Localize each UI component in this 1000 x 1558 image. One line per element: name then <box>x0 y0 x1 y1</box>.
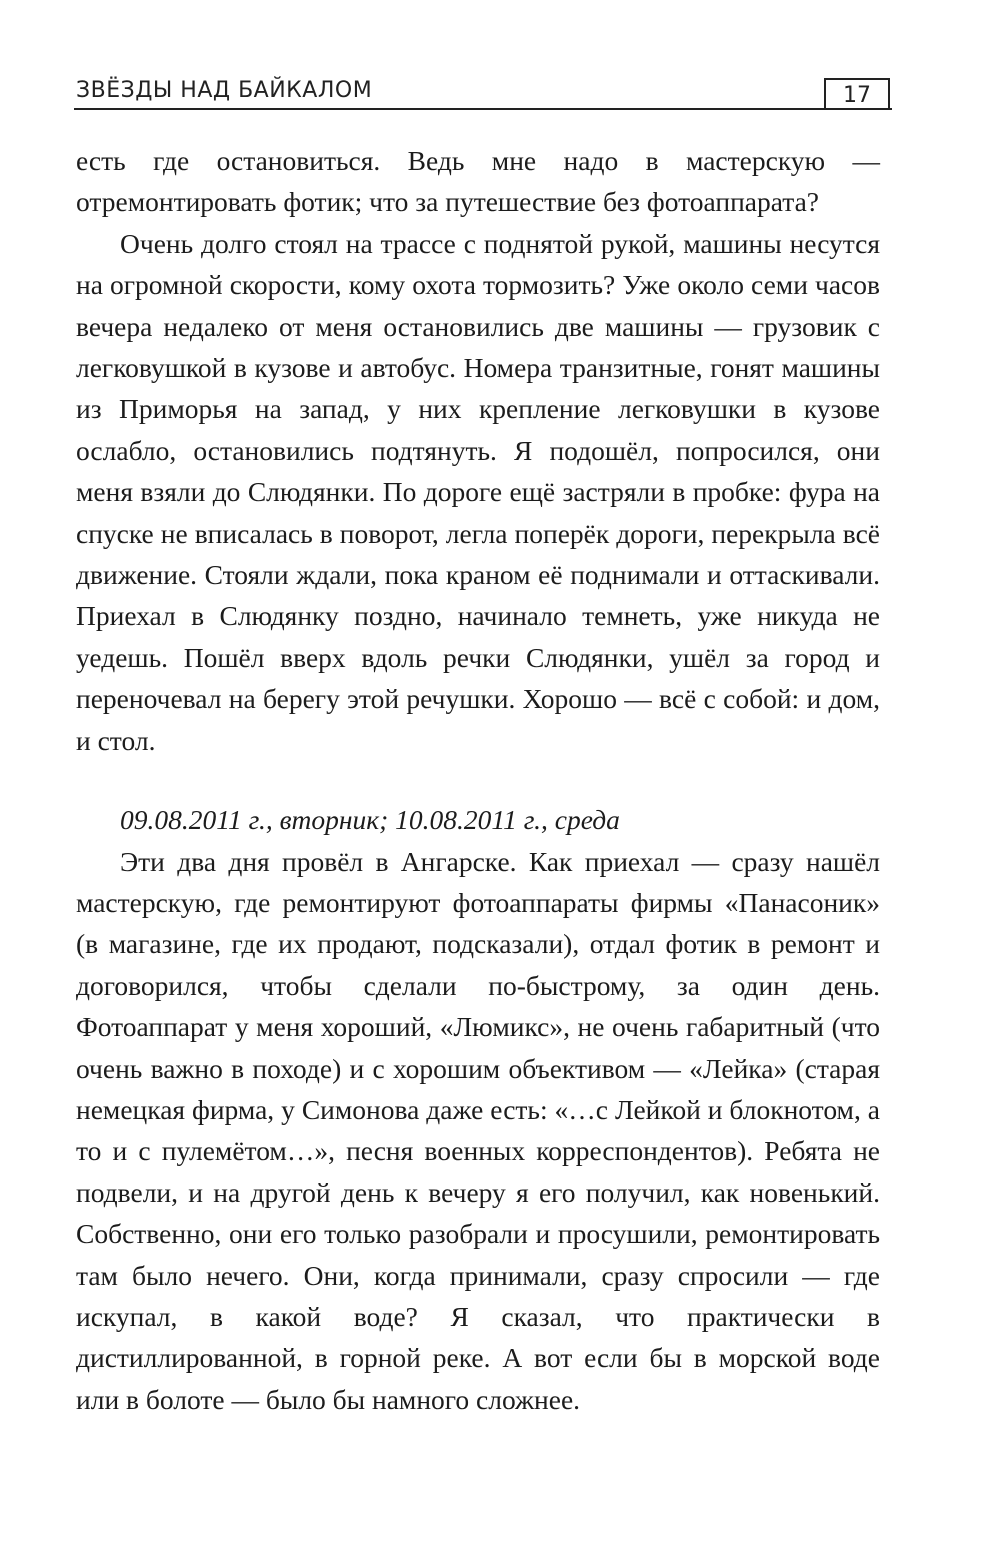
page-number: 17 <box>843 83 871 108</box>
page-number-box <box>824 78 890 110</box>
paragraph-hitchhiking: Очень долго стоял на трассе с поднятой рукой, машины несутся на огромной скорости, кому охота тормозить? Уже около семи часов вечера недалеко от меня остановились две машины — грузовик с легковушкой в кузове и автобус. Номера транзитные, гонят машины из Приморья на запад, у них крепление легковушки в кузове ослабло, остановились подтянуть. Я подошёл, попросился, они меня взяли до Слюдянки. По дороге ещё застряли в пробке: фура на спуске не вписалась в поворот, легла поперёк дороги, перекрыла всё движение. Стояли ждали, пока краном её поднимали и оттаскивали. Приехал в Слюдянку поздно, начинало темнеть, уже никуда не уедешь. Пошёл вверх вдоль речки Слюдянки, ушёл за город и переночевал на берегу этой речушки. Хорошо — всё с собой: и дом, и стол. <box>76 227 880 756</box>
paragraph-angarsk: Эти два дня провёл в Ангарске. Как приехал — сразу нашёл мастерскую, где ремонтируют фотоаппараты фирмы «Панасоник» (в магазине, где их продают, подсказали), отдал фотик в ремонт и договорился, чтобы сделали по-быстрому, за один день. Фотоаппарат у меня хороший, «Люмикс», не очень габаритный (что очень важно в походе) и с хорошим объективом — «Лейка» (старая немецкая фирма, у Симонова даже есть: «…с Лейкой и блокнотом, а то и с пулемётом…», песня военных корреспондентов). Ребята не подвели, и на другой день к вечеру я его получил, как новенький. Собственно, они его только разобрали и просушили, ремонтировать там было нечего. Они, когда принимали, сразу спросили — где искупал, в какой воде? Я сказал, что практически в дистиллированной, в горной реке. А вот если бы в морской воде или в болоте — было бы намного сложнее. <box>76 845 880 1415</box>
running-header <box>74 68 892 112</box>
body-text <box>76 140 880 1420</box>
diary-date-heading: 09.08.2011 г., вторник; 10.08.2011 г., среда <box>120 804 620 836</box>
running-title: ЗВЁЗДЫ НАД БАЙКАЛОМ <box>76 78 373 103</box>
paragraph-continuation: есть где остановиться. Ведь мне надо в мастерскую — отремонтировать фотик; что за путешествие без фотоаппарата? <box>76 145 880 218</box>
header-rule <box>74 108 892 110</box>
